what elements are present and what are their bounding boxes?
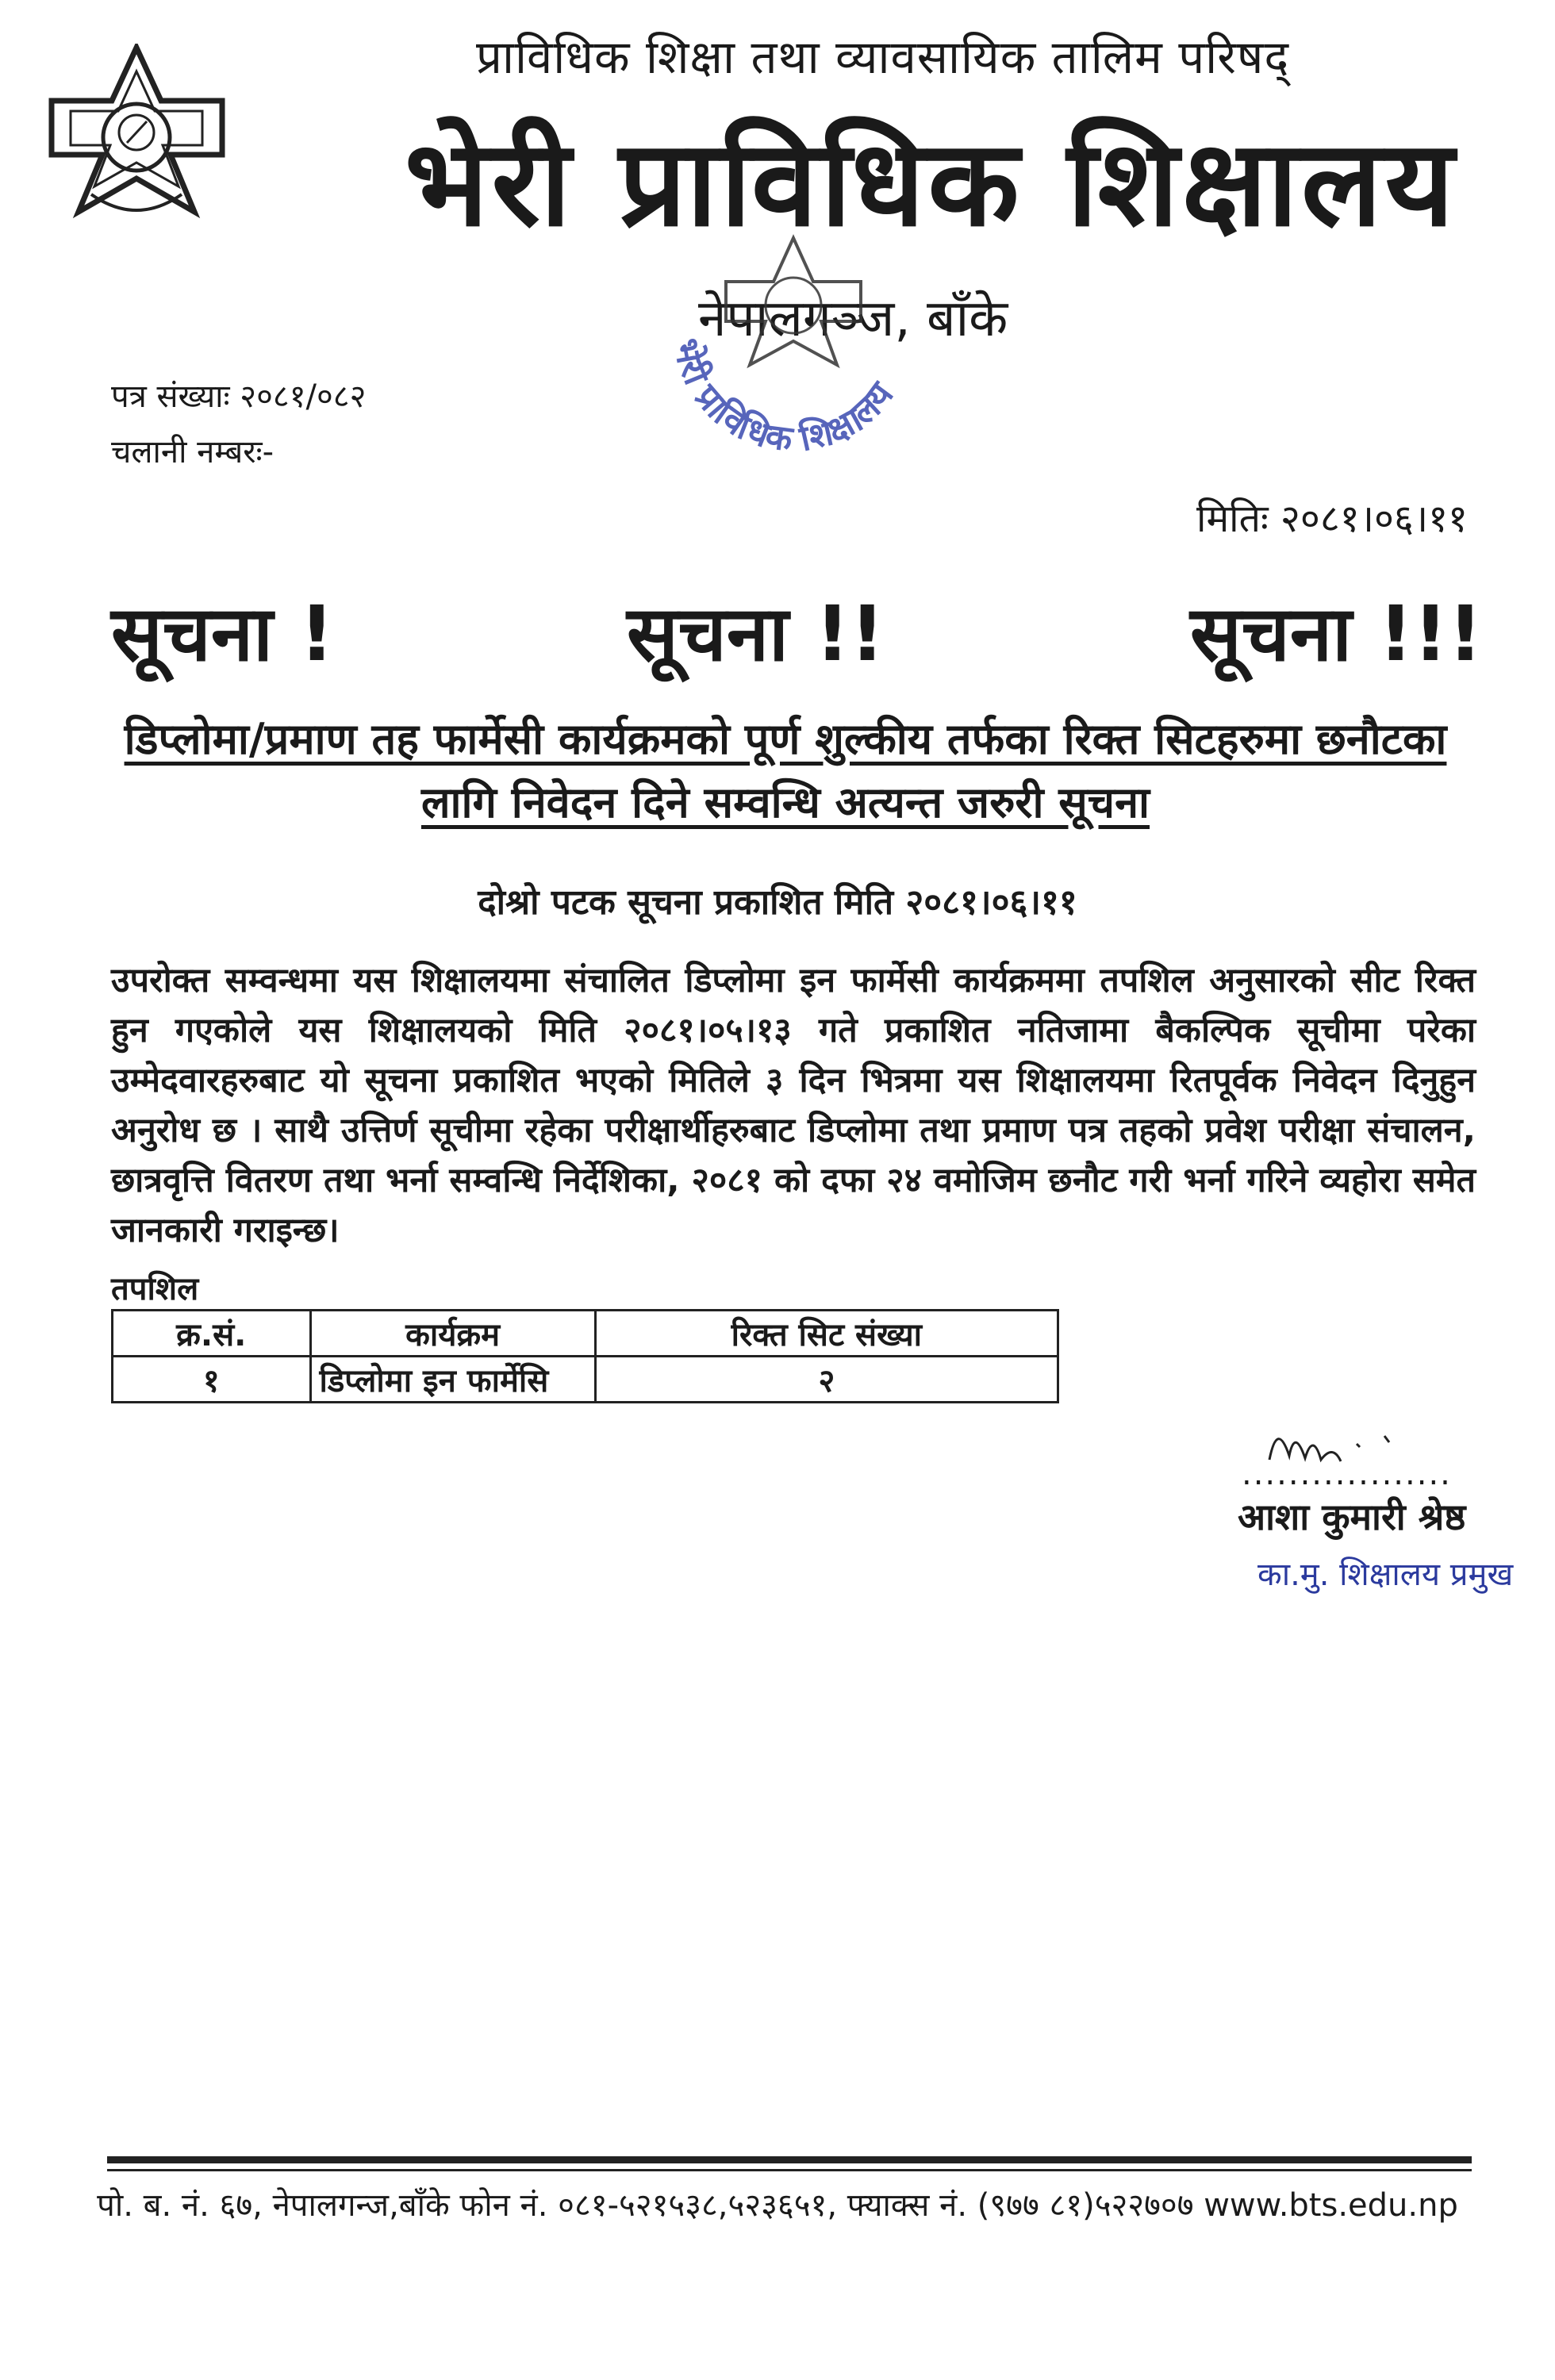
letter-number: पत्र संख्याः २०८१/०८२ — [111, 378, 367, 415]
col-program: कार्यक्रम — [310, 1311, 595, 1357]
council-name: प्राविधिक शिक्षा तथा व्यावसायिक तालिम परिषद् — [476, 30, 1290, 84]
footer-contact: पो. ब. नं. ६७, नेपालगन्ज,बाँके फोन नं. ०८१-५२१५३८,५२३६५१, फ्याक्स नं. (९७७ ८१)५२२७०७ www.bts.edu.np — [97, 2187, 1458, 2224]
subject-text-2: लागि निवेदन दिने सम्वन्धि अत्यन्त जरुरी सूचना — [420, 777, 1150, 827]
subject-text-1: डिप्लोमा/प्रमाण तह फार्मेसी कार्यक्रमको पूर्ण शुल्कीय तर्फका रिक्त सिटहरुमा छनौटका — [124, 714, 1447, 764]
svg-text:भेरी प्राविधिक शिक्षालय — [665, 335, 902, 459]
stamp-text: भेरी प्राविधिक शिक्षालय — [665, 335, 902, 460]
col-serial: क्र.सं. — [113, 1311, 311, 1357]
table-header-row — [113, 1311, 1058, 1357]
notice-date: मितिः २०८१।०६।११ — [1196, 497, 1468, 541]
notice-body: उपरोक्त सम्वन्धमा यस शिक्षालयमा संचालित डिप्लोमा इन फार्मेसी कार्यक्रममा तपशिल अनुसारको सीट रिक्त हुन गएकोले यस शिक्षालयको मिति २०८१।०५।१३ गते प्रकाशित नतिजामा बैकल्पिक सूचीमा परेका उम्मेदवारहरुबाट यो सूचना प्रकाशित भएको मितिले ३ दिन भित्रमा यस शिक्षालयमा रितपूर्वक निवेदन दिनुहुन अनुरोध छ । साथै उत्तिर्ण सूचीमा रहेका परीक्षार्थीहरुबाट डिप्लोमा तथा प्रमाण पत्र तहको प्रवेश परीक्षा संचालन, छात्रवृत्ति वितरण तथा भर्ना सम्वन्धि निर्देशिका, २०८१ को दफा २४ वमोजिम छनौट गरी भर्ना गरिने व्यहोरा समेत जानकारी गराइन्छ। — [111, 961, 1476, 1250]
notice-word-1: सूचना ! — [111, 589, 335, 678]
col-vacant-seats: रिक्त सिट संख्या — [595, 1311, 1058, 1357]
school-emblem-icon — [44, 44, 230, 258]
signatory-name: आशा कुमारी श्रेष्ठ — [1238, 1495, 1466, 1538]
vacant-seats-table — [111, 1309, 1059, 1403]
notice-word-3: सूचना !!! — [1190, 589, 1483, 678]
second-publish-date: दोश्रो पटक सूचना प्रकाशित मिति २०८१।०६।११ — [478, 882, 1077, 923]
school-address: नेपालगञ्ज, बाँके — [698, 290, 1008, 348]
table-row — [113, 1357, 1058, 1403]
official-stamp — [643, 222, 928, 508]
details-label: तपशिल — [111, 1265, 198, 1311]
cell-serial: १ — [113, 1357, 311, 1403]
signature-line: .................. — [1242, 1456, 1452, 1492]
footer-divider — [107, 2156, 1472, 2163]
notice-word-2: सूचना !! — [627, 589, 885, 678]
dispatch-number: चलानी नम्बरः- — [111, 434, 275, 470]
school-name: भेरी प्राविधिक शिक्षालय — [405, 115, 1457, 253]
signatory-position: का.मु. शिक्षालय प्रमुख — [1257, 1557, 1514, 1593]
cell-program: डिप्लोमा इन फार्मेसि — [310, 1357, 595, 1403]
cell-vacant-seats: २ — [595, 1357, 1058, 1403]
subject-line-2 — [103, 777, 1468, 829]
footer-divider-thin — [107, 2169, 1472, 2171]
subject-line-1 — [103, 714, 1468, 766]
